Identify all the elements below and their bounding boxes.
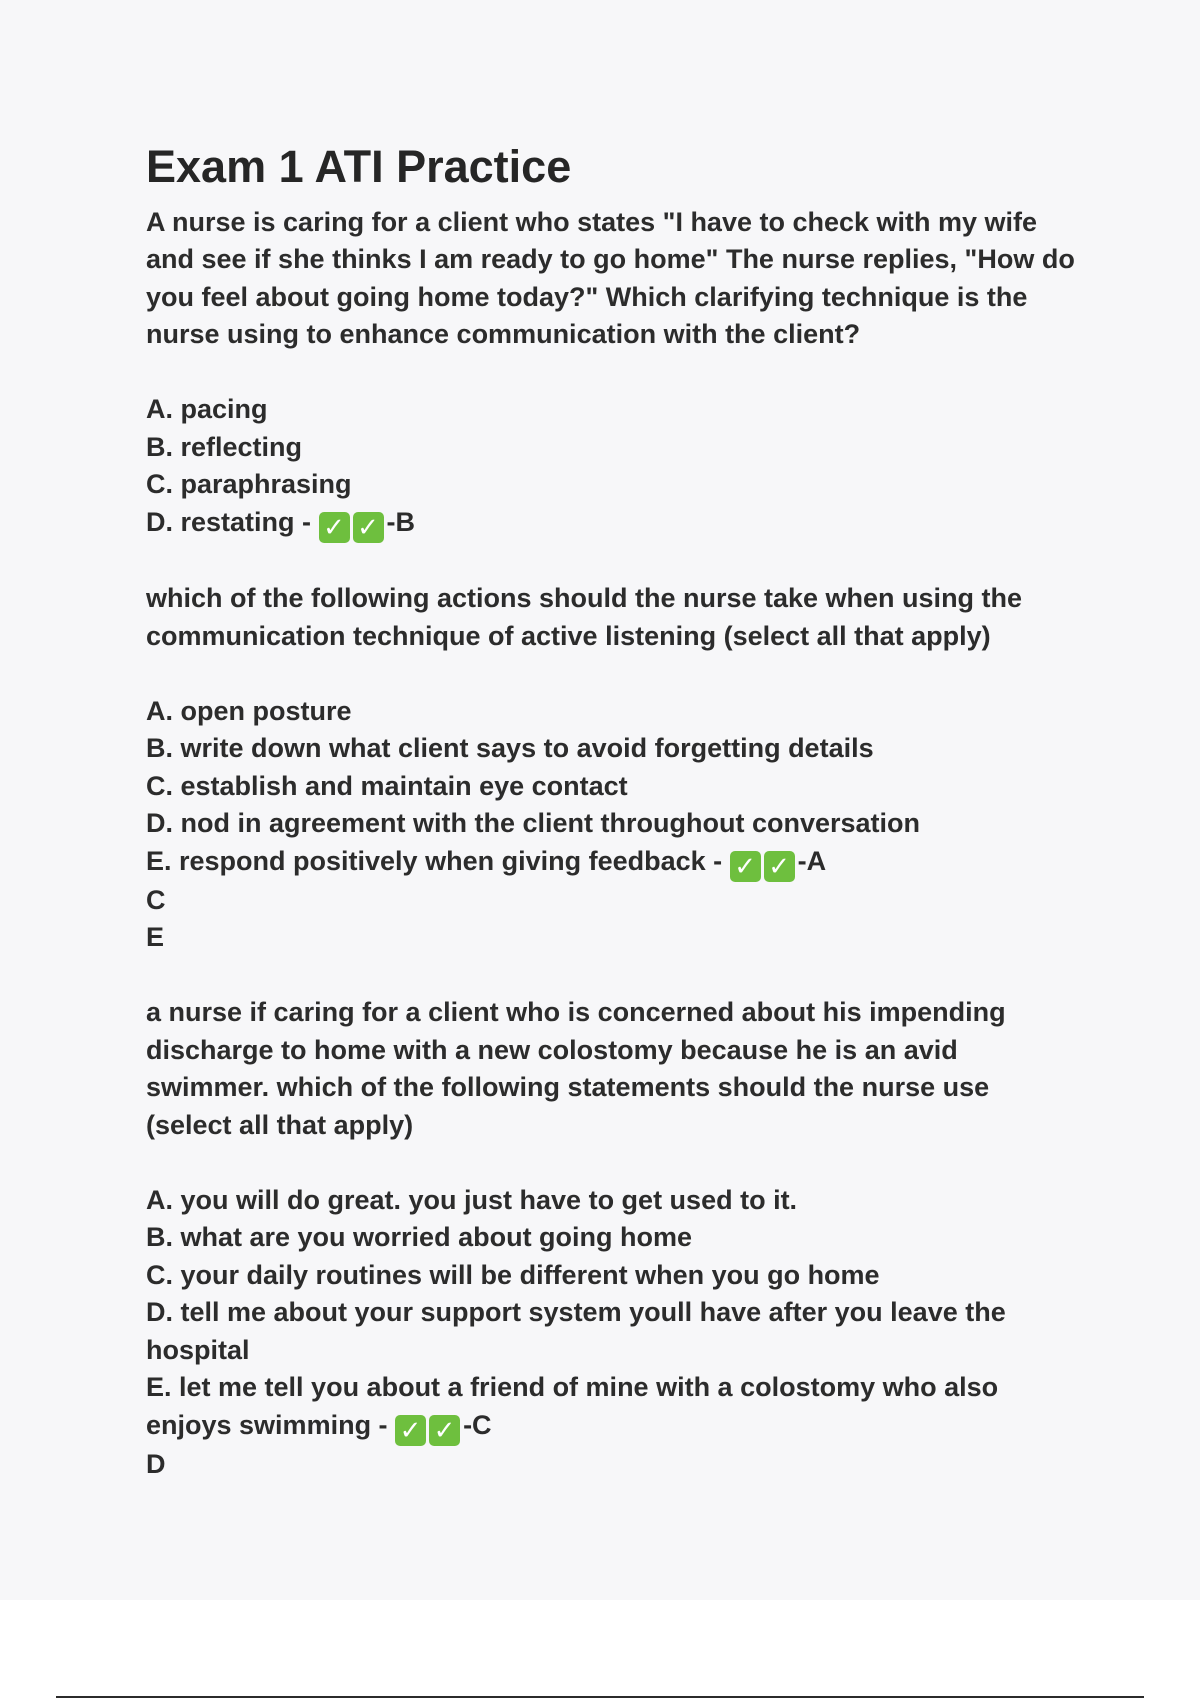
question-2-text: which of the following actions should the nurse take when using the communication technique of active listening (select all that apply) — [146, 583, 1023, 651]
footer-divider — [56, 1696, 1144, 1698]
check-mark-icon: ✓ — [429, 1415, 460, 1446]
question-3-option-e — [146, 1369, 1076, 1446]
question-2-option-e — [146, 843, 1076, 882]
question-3-option-a: A. you will do great. you just have to get used to it. — [146, 1184, 798, 1215]
question-2-answer-extra: E — [146, 922, 165, 952]
check-mark-icon: ✓ — [764, 851, 795, 882]
question-2-option-d: D. nod in agreement with the client throughout conversation — [146, 808, 921, 838]
page-title: Exam 1 ATI Practice — [146, 141, 572, 192]
question-1-option-a: A. pacing — [146, 394, 268, 424]
check-mark-icon: ✓ — [730, 851, 761, 882]
question-1-option-d-label: D. restating - — [146, 506, 319, 537]
check-mark-icon: ✓ — [395, 1415, 426, 1446]
question-3-answer: -C — [463, 1409, 492, 1440]
question-3-text: a nurse if caring for a client who is concerned about his impending discharge to home with a new colostomy because he is an avid swimmer. which of the following statements should the nurse use (select all that apply) — [146, 997, 1006, 1140]
question-2-option-c: C. establish and maintain eye contact — [146, 770, 628, 801]
question-3-answer-extra: D — [146, 1448, 166, 1479]
question-3-option-c: C. your daily routines will be different when you go home — [146, 1259, 880, 1290]
question-1-answer: -B — [386, 506, 416, 537]
check-mark-icon: ✓ — [319, 512, 350, 543]
question-1-option-d — [146, 504, 1076, 543]
question-1-text: A nurse is caring for a client who states "I have to check with my wife and see if she thinks I am ready to go home" The nurse replies, "How do you feel about going home today?" Which clarifying technique is the nurse using to enhance communication with the client? — [146, 206, 1075, 349]
question-3-option-d: D. tell me about your support system youll have after you leave the hospital — [146, 1297, 1006, 1365]
check-mark-icon: ✓ — [353, 512, 384, 543]
question-3-option-b: B. what are you worried about going home — [146, 1222, 693, 1252]
question-1-option-b: B. reflecting — [146, 431, 303, 462]
document-content — [146, 142, 1076, 1483]
question-2-option-b: B. write down what client says to avoid forgetting details — [146, 733, 874, 763]
question-2-option-a: A. open posture — [146, 695, 352, 726]
question-1-option-c: C. paraphrasing — [146, 469, 352, 499]
question-2-option-e-label: E. respond positively when giving feedback - — [146, 845, 730, 876]
question-2-answer: -A — [797, 845, 827, 876]
question-2-answer-extra: C — [146, 884, 166, 915]
question-3-option-e-label: E. let me tell you about a friend of mine with a colostomy who also enjoys swimming - — [146, 1372, 999, 1440]
